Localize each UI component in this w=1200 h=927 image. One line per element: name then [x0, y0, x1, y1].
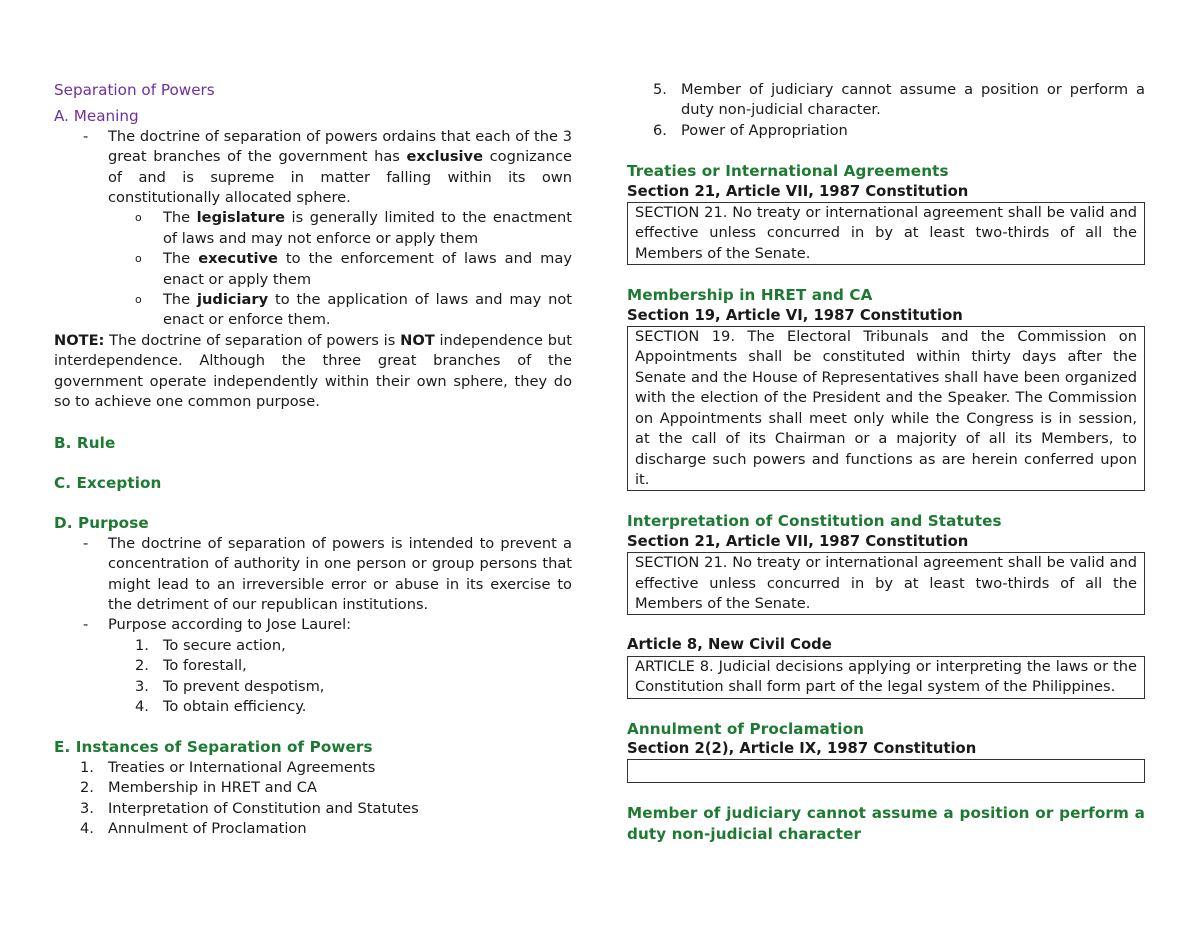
branch-item-legislature: o The legislature is generally limited to the enactment of laws and may not enforce or apply them: [163, 208, 572, 249]
heading-treaties: Treaties or International Agreements: [627, 162, 949, 181]
provision-box-civil-code: ARTICLE 8. Judicial decisions applying or interpreting the laws or the Constitution shall form part of the legal system of the Philippines.: [627, 656, 1145, 699]
purpose-paragraph: - The doctrine of separation of powers is intended to prevent a concentration of authority in one person or group persons that might lead to an irreversible error or abuse in its exercise to the detriment of our republican institutions.: [108, 534, 572, 616]
heading-purpose: D. Purpose: [54, 514, 149, 533]
list-item: 3. Interpretation of Constitution and Statutes: [80, 799, 419, 817]
list-item: 3. To prevent despotism,: [135, 677, 325, 695]
provision-box-hret: SECTION 19. The Electoral Tribunals and the Commission on Appointments shall be constituted within thirty days after the Senate and the House of Representatives shall have been organized with the election of the President and the Speaker. The Commission on Appointments shall meet only while the Congress is in session, at the call of its Chairman or a majority of all its Members, to discharge such powers and functions as are herein conferred upon it.: [627, 326, 1145, 491]
meaning-list: [54, 127, 572, 331]
purpose-list: [54, 534, 572, 718]
heading-meaning: A. Meaning: [54, 107, 139, 126]
left-column: [54, 80, 572, 839]
list-item: 4. To obtain efficiency.: [135, 697, 307, 715]
branch-item-judiciary: o The judiciary to the application of laws and may not enact or enforce them.: [163, 290, 572, 331]
meaning-text-end: cognizance of and is supreme in matter falling within its own constitutionally allocated sphere.: [108, 148, 572, 207]
provision-box-treaties: SECTION 21. No treaty or international agreement shall be valid and effective unless concurred in by at least two-thirds of all the Members of the Senate.: [627, 202, 1145, 265]
meaning-bold: exclusive: [406, 148, 483, 166]
section-ref-civil-code: Article 8, New Civil Code: [627, 636, 832, 654]
provision-box-interpretation: SECTION 21. No treaty or international agreement shall be valid and effective unless concurred in by at least two-thirds of all the Members of the Senate.: [627, 552, 1145, 615]
branches-list: [108, 208, 572, 330]
meaning-text: The doctrine of separation of powers ordains that each of the 3 great branches of the government has: [108, 127, 572, 166]
heading-instances: E. Instances of Separation of Powers: [54, 738, 373, 757]
section-ref-treaties: Section 21, Article VII, 1987 Constitution: [627, 182, 969, 200]
section-ref-annulment: Section 2(2), Article IX, 1987 Constitution: [627, 739, 977, 757]
list-item: 2. Membership in HRET and CA: [80, 779, 317, 797]
branch-item-executive: o The executive to the enforcement of laws and may enact or apply them: [163, 249, 572, 290]
heading-hret: Membership in HRET and CA: [627, 286, 873, 305]
list-item: 1. Treaties or International Agreements: [80, 758, 376, 776]
meaning-paragraph: [108, 127, 572, 331]
laurel-list: [108, 636, 572, 718]
provision-box-annulment: [627, 759, 1145, 783]
instances-list: [54, 758, 572, 840]
purpose-laurel: - Purpose according to Jose Laurel: 1. To secure action, 2. To forestall, 3. To prevent despotism, 4. To obtain efficiency.: [108, 615, 572, 717]
document-title: Separation of Powers: [54, 81, 215, 99]
heading-judiciary: Member of judiciary cannot assume a position or perform a duty non-judicial character: [627, 804, 1145, 843]
list-item: 6. Power of Appropriation: [653, 121, 848, 139]
list-item: 4. Annulment of Proclamation: [80, 820, 307, 837]
list-item: 1. To secure action,: [135, 636, 286, 654]
heading-interpretation: Interpretation of Constitution and Statutes: [627, 512, 1002, 531]
heading-annulment: Annulment of Proclamation: [627, 719, 865, 738]
list-item: 2. To forestall,: [135, 657, 247, 675]
section-ref-interpretation: Section 21, Article VII, 1987 Constitution: [627, 532, 969, 550]
note-paragraph: NOTE: The doctrine of separation of powers is NOT independence but interdependence. Although the three great branches of the government operate independently within their own sphere, they do so to achieve one common purpose.: [54, 331, 572, 411]
instances-list-continued: [627, 80, 1145, 141]
right-column: [627, 80, 1145, 844]
heading-exception: C. Exception: [54, 473, 162, 492]
list-item: 5. Member of judiciary cannot assume a position or perform a duty non-judicial character.: [653, 81, 1145, 119]
heading-rule: B. Rule: [54, 433, 116, 452]
section-ref-hret: Section 19, Article VI, 1987 Constitution: [627, 306, 963, 324]
